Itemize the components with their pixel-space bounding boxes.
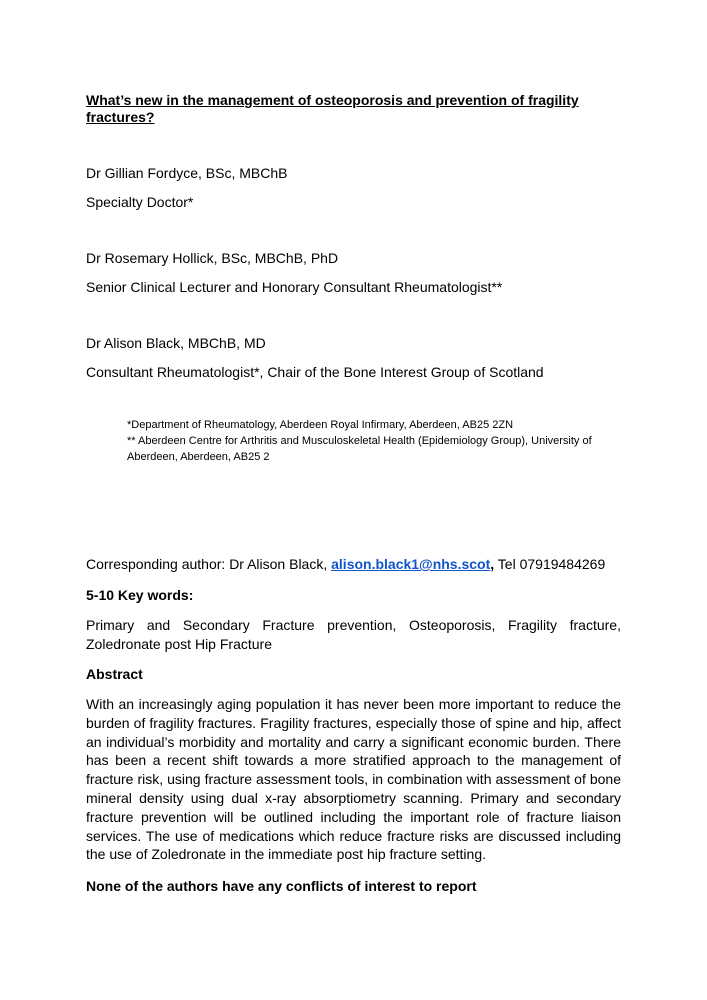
corresponding-author bbox=[86, 556, 605, 573]
abstract-heading: Abstract bbox=[86, 666, 143, 682]
author-1-role: Specialty Doctor* bbox=[86, 194, 194, 210]
keywords-text: Primary and Secondary Fracture prevention, Osteoporosis, Fragility fracture, Zoledronate post Hip Fracture bbox=[86, 617, 621, 652]
affiliation-2: ** Aberdeen Centre for Arthritis and Musculoskeletal Health (Epidemiology Group), University of Aberdeen, Aberdeen, AB25 2 bbox=[127, 435, 592, 463]
abstract-text: With an increasingly aging population it has never been more important to reduce the burden of fragility fractures. Fragility fractures, especially those of spine and hip, affect an individual’s morbidity and mortality and carry a significant economic burden. There has been a recent shift towards a more stratified approach to the management of fracture risk, using fracture assessment tools, in combination with assessment of bone mineral density using dual x-ray absorptiometry scanning. Primary and secondary fracture prevention will be outlined including the important role of fracture liaison services. The use of medications which reduce fracture risks are discussed including the use of Zoledronate in the immediate post hip fracture setting. bbox=[86, 696, 621, 863]
corresponding-tel: Tel 07919484269 bbox=[494, 556, 606, 572]
corresponding-comma: , bbox=[490, 556, 495, 572]
author-3-role: Consultant Rheumatologist*, Chair of the Bone Interest Group of Scotland bbox=[86, 364, 544, 380]
author-1-name: Dr Gillian Fordyce, BSc, MBChB bbox=[86, 165, 288, 181]
conflicts-statement: None of the authors have any conflicts of interest to report bbox=[86, 878, 477, 894]
affiliations bbox=[127, 417, 627, 465]
author-2-name: Dr Rosemary Hollick, BSc, MBChB, PhD bbox=[86, 250, 339, 266]
author-2-role: Senior Clinical Lecturer and Honorary Consultant Rheumatologist** bbox=[86, 279, 503, 295]
email-link[interactable]: alison.black1@nhs.scot bbox=[331, 556, 491, 572]
paper-title: What’s new in the management of osteoporosis and prevention of fragility fractures? bbox=[86, 92, 579, 125]
author-3-name: Dr Alison Black, MBChB, MD bbox=[86, 335, 266, 351]
corresponding-prefix: Corresponding author: Dr Alison Black, bbox=[86, 556, 332, 572]
keywords-heading: 5-10 Key words: bbox=[86, 587, 194, 603]
affiliation-1: *Department of Rheumatology, Aberdeen Royal Infirmary, Aberdeen, AB25 2ZN bbox=[127, 419, 514, 431]
